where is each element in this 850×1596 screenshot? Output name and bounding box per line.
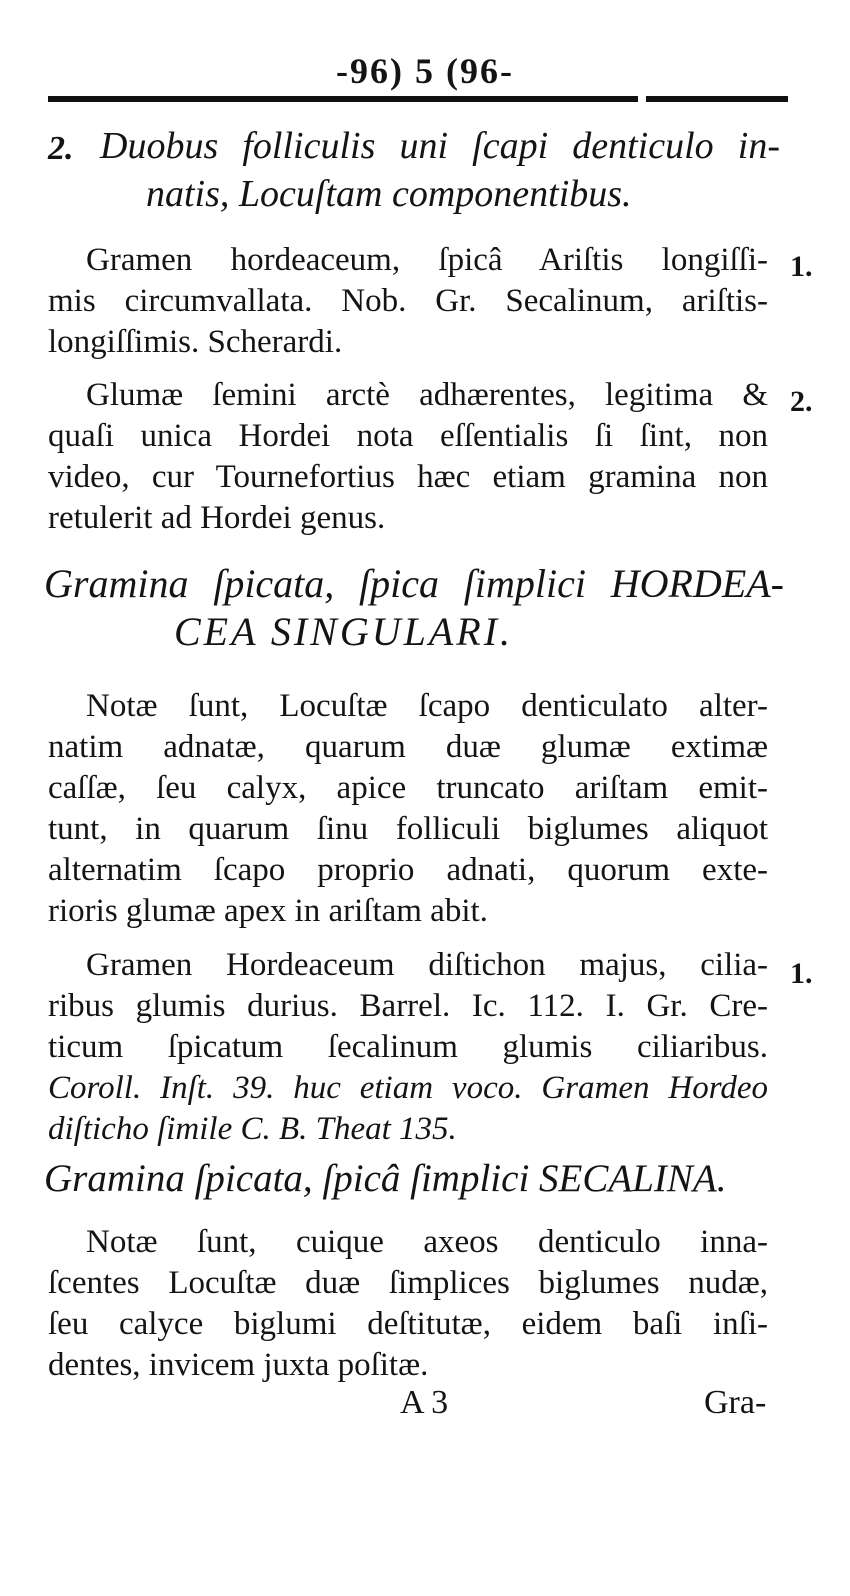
text-line: ſeu calyce biglumi deſtitutæ, eidem baſi inſi-	[48, 1306, 768, 1342]
text-line: mis circumvallata. Nob. Gr. Secalinum, ariſtis-	[48, 283, 768, 319]
text-line: rioris glumæ apex in ariſtam abit.	[48, 893, 488, 929]
text-line: dentes, invicem juxta poſitæ.	[48, 1347, 429, 1383]
notes-paragraph	[48, 686, 768, 936]
text-line: ſcentes Locuſtæ duæ ſimplices biglumes nudæ,	[48, 1265, 768, 1301]
text-line: quaſi unica Hordei nota eſſentialis ſi ſint, non	[48, 418, 768, 454]
heading-line: Gramina ſpicata, ſpica ſimplici HORDEA-	[44, 561, 784, 606]
text-line: caſſæ, ſeu calyx, apice truncato ariſtam emit-	[48, 770, 768, 806]
text-line: longiſſimis. Scherardi.	[48, 324, 343, 360]
heading-line: CEA SINGULARI.	[174, 609, 514, 654]
entry-paragraph	[48, 375, 768, 545]
text-line: ribus glumis durius. Barrel. Ic. 112. I. Gr. Cre-	[48, 988, 768, 1024]
text-line: natim adnatæ, quarum duæ glumæ extimæ	[48, 729, 768, 765]
text-line: retulerit ad Hordei genus.	[48, 500, 386, 536]
text-line: video, cur Tournefortius hæc etiam gramina non	[48, 459, 768, 495]
text-line: Glumæ ſemini arctè adhærentes, legitima &	[86, 377, 768, 413]
header-rule	[48, 96, 788, 102]
text-line: Coroll. Inſt. 39. huc etiam voco. Gramen Hordeo	[48, 1070, 768, 1106]
section-number: 2.	[48, 130, 74, 167]
signature-mark: A 3	[400, 1384, 449, 1421]
margin-number: 1.	[790, 250, 813, 283]
text-line: alternatim ſcapo proprio adnati, quorum exte-	[48, 852, 768, 888]
text-line: diſticho ſimile C. B. Theat 135.	[48, 1111, 457, 1147]
text-line: ticum ſpicatum ſecalinum glumis ciliaribus.	[48, 1029, 768, 1065]
catchword: Gra-	[704, 1384, 767, 1421]
text-line: Notæ ſunt, Locuſtæ ſcapo denticulato alter-	[86, 688, 768, 724]
section-heading: Gramina ſpicata, ſpicâ ſimplici SECALINA.	[44, 1157, 727, 1200]
section-heading	[44, 560, 784, 660]
heading-line: Duobus folliculis uni ſcapi denticulo in-	[100, 125, 780, 167]
margin-number: 1.	[790, 957, 813, 990]
text-line: Notæ ſunt, cuique axeos denticulo inna-	[86, 1224, 768, 1260]
header-rule-gap	[638, 96, 646, 102]
notes-paragraph	[48, 1222, 768, 1392]
margin-number: 2.	[790, 385, 813, 418]
entry-paragraph	[48, 240, 768, 370]
heading-line: natis, Locuſtam componentibus.	[146, 173, 632, 215]
running-head: -96) 5 (96-	[336, 51, 514, 91]
text-line: Gramen Hordeaceum diſtichon majus, cilia-	[86, 947, 768, 983]
text-line: Gramen hordeaceum, ſpicâ Ariſtis longiſſi-	[86, 242, 768, 278]
entry-paragraph	[48, 945, 768, 1155]
text-line: tunt, in quarum ſinu folliculi biglumes aliquot	[48, 811, 768, 847]
